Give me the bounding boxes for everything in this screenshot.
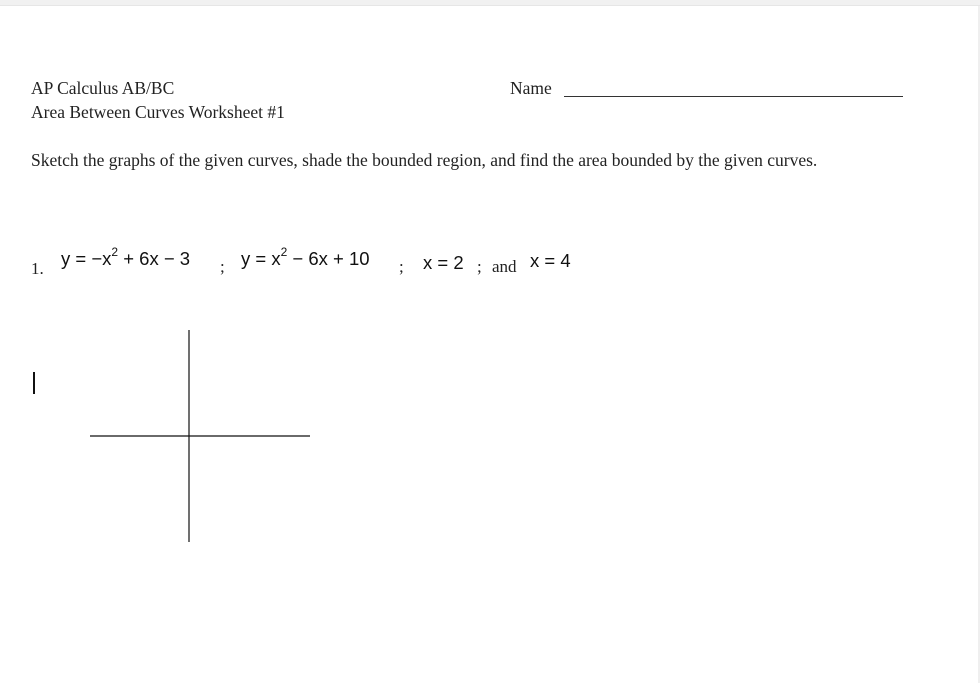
equation-3: x = 2: [423, 252, 464, 273]
equation-1-part-b: + 6x − 3: [118, 248, 191, 269]
equation-4: x = 4: [530, 250, 571, 271]
conjunction-and: and: [492, 257, 517, 276]
equation-2-part-b: − 6x + 10: [287, 248, 370, 269]
separator-1: ;: [220, 257, 225, 276]
coordinate-axes[interactable]: [90, 330, 310, 542]
equation-2: [241, 245, 370, 270]
equation-2-part-a: = x: [250, 248, 281, 269]
problem-number: 1.: [31, 259, 44, 278]
separator-2: ;: [399, 257, 404, 276]
name-label: Name: [510, 78, 552, 98]
equation-2-exponent: 2: [280, 245, 288, 259]
name-blank-line[interactable]: [564, 96, 903, 97]
problem-1: [31, 240, 651, 280]
equation-1: [61, 245, 191, 270]
window-top-bar: [0, 0, 980, 6]
equation-1-part-a: = −x: [70, 248, 112, 269]
equation-2-lhs: y: [241, 248, 251, 269]
text-cursor: [33, 372, 35, 394]
worksheet-title: Area Between Curves Worksheet #1: [31, 102, 285, 122]
equation-1-lhs: y: [61, 248, 71, 269]
course-title: AP Calculus AB/BC: [31, 78, 175, 98]
equation-1-exponent: 2: [111, 245, 119, 259]
separator-3: ;: [477, 257, 482, 276]
instructions-text: Sketch the graphs of the given curves, shade the bounded region, and find the area bounded by the given curves.: [31, 150, 818, 170]
